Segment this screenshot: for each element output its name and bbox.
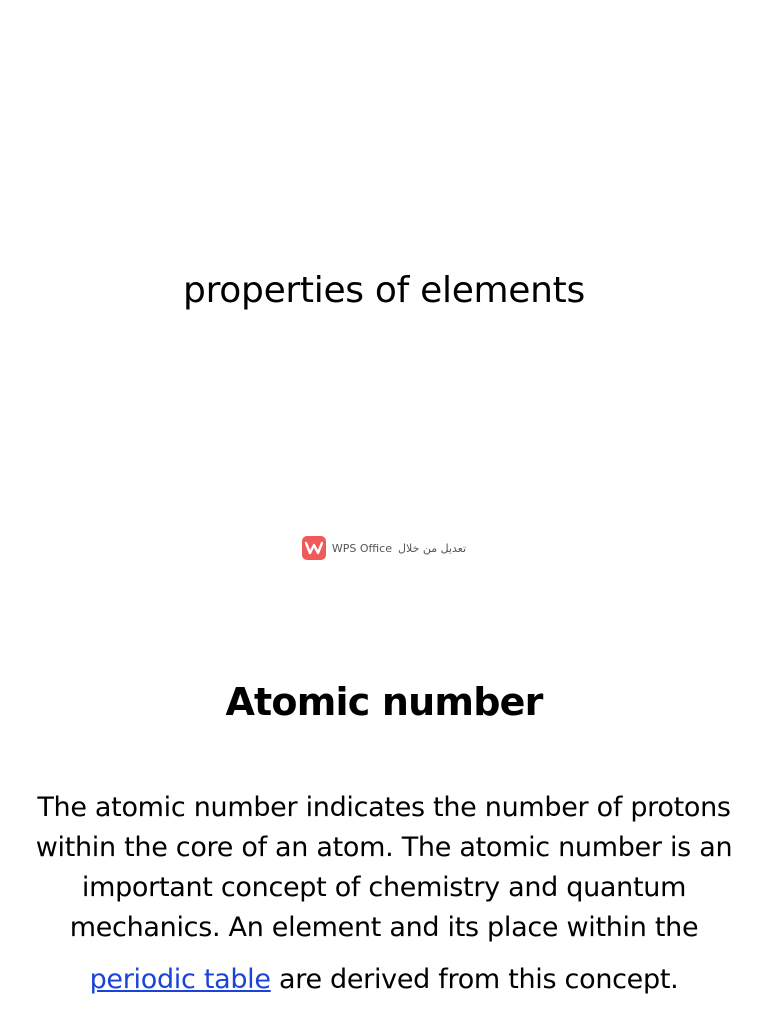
wps-logo-icon — [302, 536, 326, 560]
paragraph-line: within the core of an atom. The atomic number is an — [35, 832, 733, 863]
section-paragraph — [14, 788, 754, 1000]
watermark-brand: WPS Office — [331, 541, 392, 555]
wps-watermark — [0, 536, 768, 560]
paragraph-line: mechanics. An element and its place within the — [69, 912, 699, 943]
paragraph-line: The atomic number indicates the number of protons — [37, 792, 731, 823]
paragraph-line: important concept of chemistry and quantum — [81, 872, 687, 903]
paragraph-last-line — [14, 960, 754, 1000]
section-heading: Atomic number — [225, 680, 543, 724]
slide-title: properties of elements — [183, 270, 585, 311]
periodic-table-link[interactable]: periodic table — [89, 964, 271, 995]
paragraph-line-tail: are derived from this concept. — [270, 964, 679, 995]
watermark-text: تعديل من خلال — [397, 541, 467, 555]
